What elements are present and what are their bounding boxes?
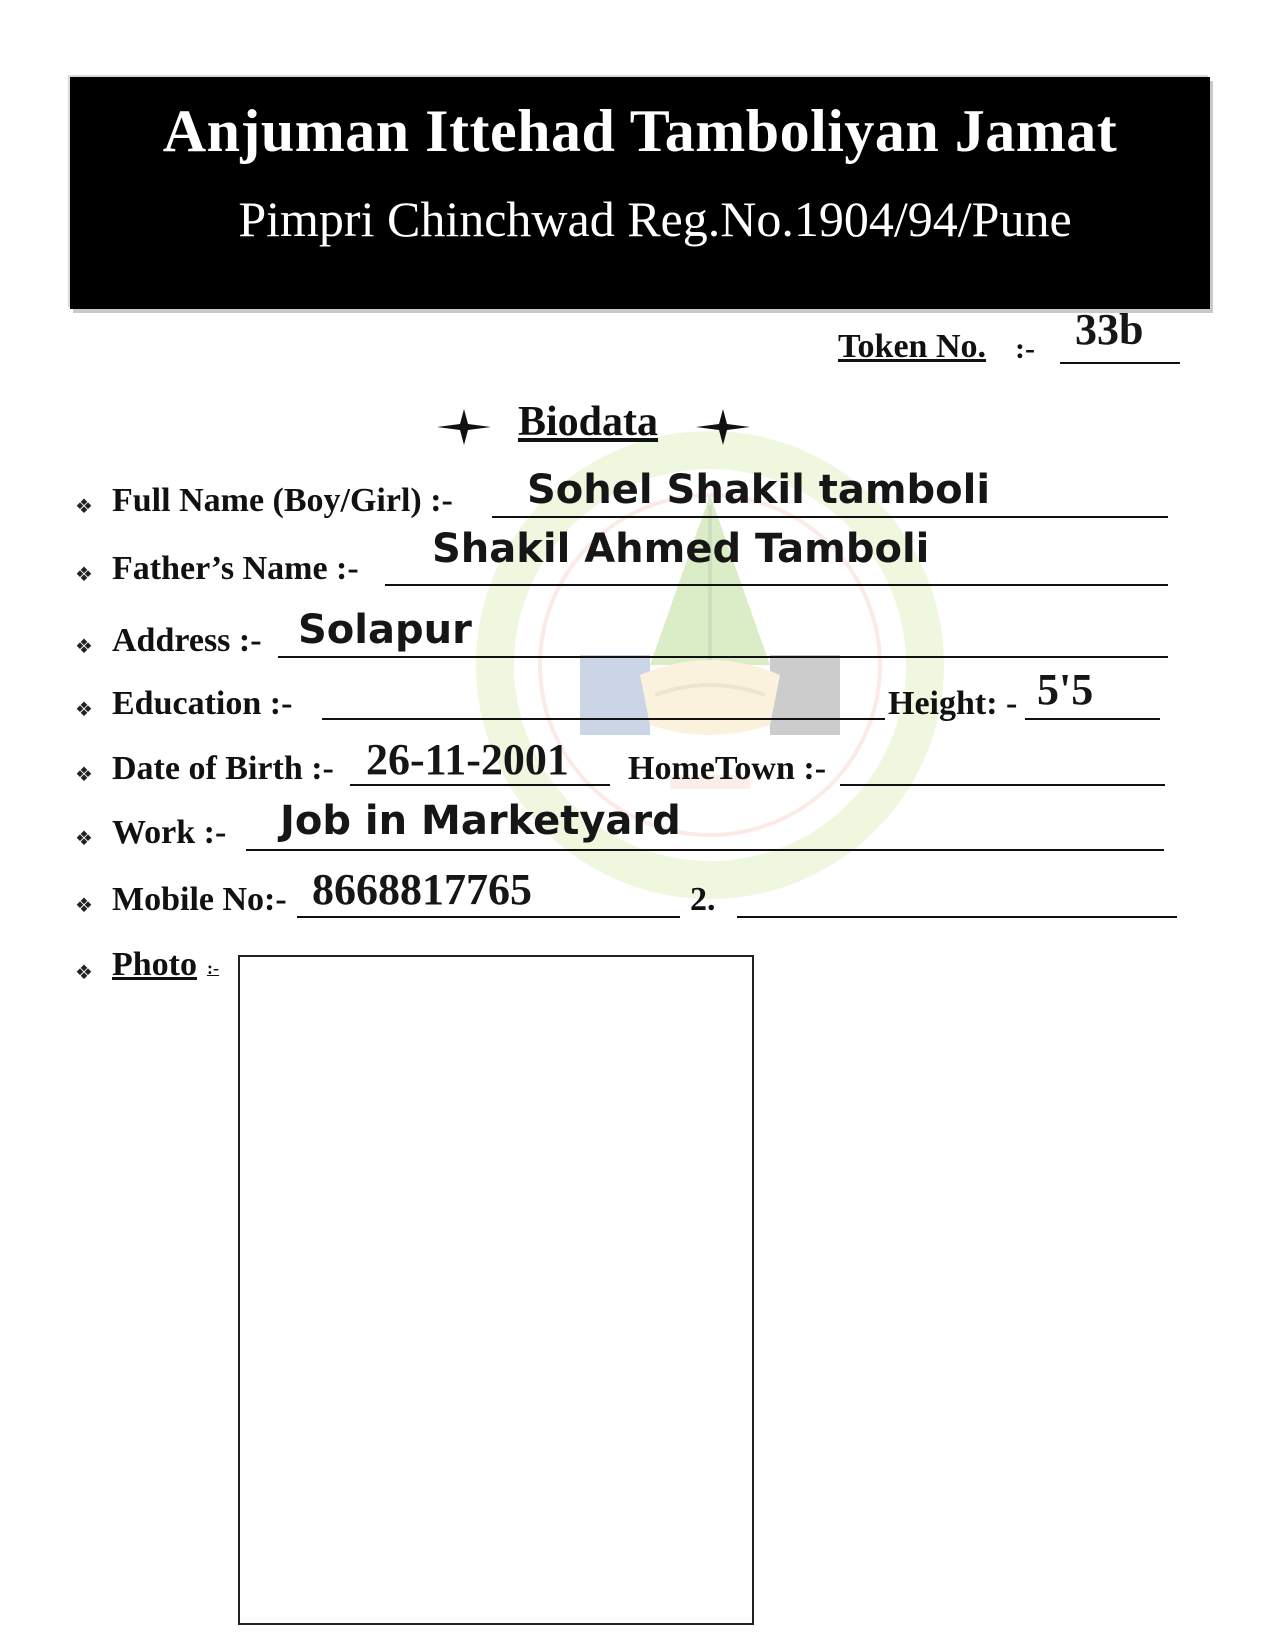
diamond-bullet-icon: ❖ <box>75 962 93 984</box>
height-label: Height: - <box>888 685 1018 722</box>
mobile-value[interactable]: 8668817765 <box>312 865 532 914</box>
four-point-star-icon <box>435 407 493 447</box>
father-name-value[interactable]: Shakil Ahmed Tamboli <box>432 526 930 572</box>
organization-subtitle: Pimpri Chinchwad Reg.No.1904/94/Pune <box>238 191 1072 247</box>
four-point-star-icon <box>694 407 752 447</box>
mobile2-line <box>737 916 1177 918</box>
work-line <box>246 849 1164 851</box>
mobile-line <box>297 916 680 918</box>
diamond-bullet-icon: ❖ <box>75 496 93 518</box>
dob-value[interactable]: 26-11-2001 <box>366 735 569 784</box>
address-line <box>278 656 1168 658</box>
diamond-bullet-icon: ❖ <box>75 764 93 786</box>
mobile-label: Mobile No:- <box>112 881 287 918</box>
address-label: Address :- <box>112 622 262 659</box>
token-label: Token No. <box>838 328 987 365</box>
organization-title: Anjuman Ittehad Tamboliyan Jamat <box>162 98 1118 164</box>
dob-label: Date of Birth :- <box>112 750 334 787</box>
diamond-bullet-icon: ❖ <box>75 564 93 586</box>
diamond-bullet-icon: ❖ <box>75 636 93 658</box>
height-line <box>1025 718 1160 720</box>
education-line <box>322 718 885 720</box>
diamond-bullet-icon: ❖ <box>75 699 93 721</box>
father-name-label: Father’s Name :- <box>112 550 359 587</box>
full-name-value[interactable]: Sohel Shakil tamboli <box>527 467 991 513</box>
handshake-emblem-watermark <box>470 375 950 955</box>
address-value[interactable]: Solapur <box>298 607 472 653</box>
token-separator: :- <box>1015 332 1035 365</box>
photo-separator: :- <box>207 958 219 978</box>
diamond-bullet-icon: ❖ <box>75 895 93 917</box>
token-value[interactable]: 33b <box>1075 305 1144 354</box>
education-label: Education :- <box>112 685 293 722</box>
height-value[interactable]: 5'5 <box>1037 665 1094 714</box>
full-name-label: Full Name (Boy/Girl) :- <box>112 482 453 519</box>
photo-box[interactable] <box>238 955 754 1625</box>
hometown-line <box>840 784 1165 786</box>
work-label: Work :- <box>112 814 227 851</box>
father-name-line <box>385 584 1168 586</box>
hometown-label: HomeTown :- <box>628 750 827 787</box>
diamond-bullet-icon: ❖ <box>75 828 93 850</box>
header-banner <box>70 77 1210 309</box>
token-line <box>1060 362 1180 364</box>
photo-label: Photo <box>112 946 197 983</box>
work-value[interactable]: Job in Marketyard <box>280 798 681 844</box>
form-title: Biodata <box>518 399 659 445</box>
mobile2-label: 2. <box>690 881 716 918</box>
full-name-line <box>492 516 1168 518</box>
